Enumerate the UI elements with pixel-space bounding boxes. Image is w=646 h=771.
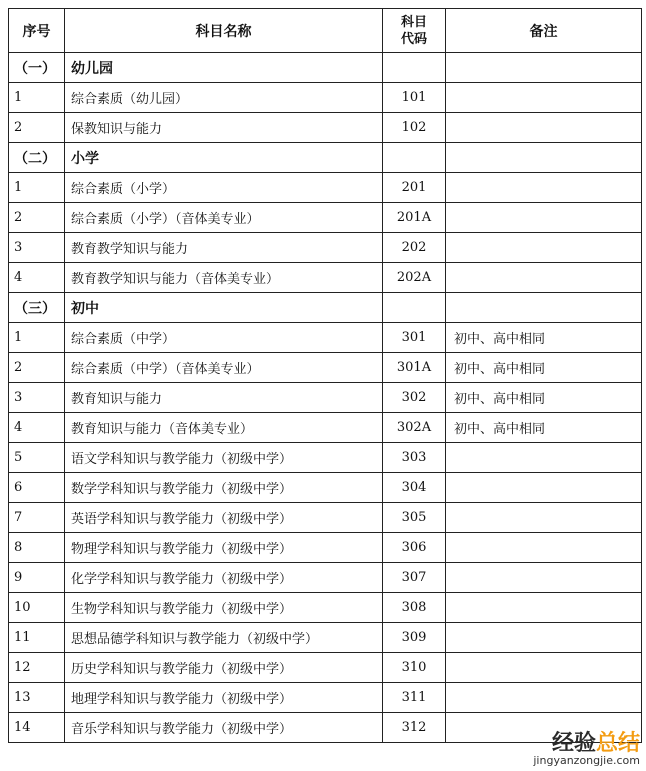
row-code: 202A bbox=[383, 263, 446, 293]
row-code: 102 bbox=[383, 113, 446, 143]
row-name: 教育知识与能力 bbox=[65, 383, 383, 413]
section-row bbox=[9, 53, 642, 83]
row-code: 101 bbox=[383, 83, 446, 113]
row-index: 2 bbox=[9, 353, 65, 383]
row-code: 311 bbox=[383, 683, 446, 713]
row-index: 3 bbox=[9, 233, 65, 263]
row-index: 2 bbox=[9, 113, 65, 143]
row-index: （一） bbox=[9, 53, 65, 83]
row-name: 综合素质（小学） bbox=[65, 173, 383, 203]
row-note bbox=[446, 683, 642, 713]
row-name: 小学 bbox=[65, 143, 383, 173]
row-name: 地理学科知识与教学能力（初级中学） bbox=[65, 683, 383, 713]
row-name: 综合素质（中学）（音体美专业） bbox=[65, 353, 383, 383]
row-note bbox=[446, 203, 642, 233]
row-index: 4 bbox=[9, 263, 65, 293]
table-body bbox=[9, 53, 642, 743]
row-index: （三） bbox=[9, 293, 65, 323]
row-name: 教育教学知识与能力 bbox=[65, 233, 383, 263]
header-code-line1: 科目 bbox=[400, 14, 427, 30]
row-code: 301 bbox=[383, 323, 446, 353]
table-row bbox=[9, 83, 642, 113]
row-code: 302 bbox=[383, 383, 446, 413]
row-code bbox=[383, 143, 446, 173]
row-code: 308 bbox=[383, 593, 446, 623]
row-note bbox=[446, 443, 642, 473]
watermark-url: jingyanzongjie.com bbox=[533, 754, 640, 767]
table-row bbox=[9, 203, 642, 233]
row-index: 14 bbox=[9, 713, 65, 743]
table-row bbox=[9, 443, 642, 473]
table-row bbox=[9, 113, 642, 143]
row-name: 初中 bbox=[65, 293, 383, 323]
table-row bbox=[9, 233, 642, 263]
row-index: 1 bbox=[9, 173, 65, 203]
row-note: 初中、高中相同 bbox=[446, 383, 642, 413]
row-name: 思想品德学科知识与教学能力（初级中学） bbox=[65, 623, 383, 653]
header-code-line2: 代码 bbox=[400, 31, 427, 47]
row-note bbox=[446, 173, 642, 203]
table-row bbox=[9, 353, 642, 383]
row-code: 301A bbox=[383, 353, 446, 383]
row-name: 教育知识与能力（音体美专业） bbox=[65, 413, 383, 443]
row-name: 保教知识与能力 bbox=[65, 113, 383, 143]
row-code: 306 bbox=[383, 533, 446, 563]
row-name: 综合素质（幼儿园） bbox=[65, 83, 383, 113]
header-index: 序号 bbox=[9, 9, 65, 53]
watermark-part2: 总结 bbox=[595, 731, 640, 756]
row-name: 幼儿园 bbox=[65, 53, 383, 83]
row-note: 初中、高中相同 bbox=[446, 353, 642, 383]
table-row bbox=[9, 683, 642, 713]
row-code bbox=[383, 53, 446, 83]
watermark-logo bbox=[533, 733, 640, 755]
table-row bbox=[9, 503, 642, 533]
row-name: 语文学科知识与教学能力（初级中学） bbox=[65, 443, 383, 473]
header-code bbox=[383, 9, 446, 53]
row-index: 6 bbox=[9, 473, 65, 503]
table-row bbox=[9, 623, 642, 653]
watermark-part1: 经验 bbox=[551, 731, 596, 756]
row-note bbox=[446, 653, 642, 683]
row-index: 1 bbox=[9, 323, 65, 353]
row-index: 1 bbox=[9, 83, 65, 113]
row-note bbox=[446, 293, 642, 323]
row-note bbox=[446, 113, 642, 143]
row-note bbox=[446, 593, 642, 623]
row-code bbox=[383, 293, 446, 323]
row-index: 4 bbox=[9, 413, 65, 443]
row-name: 英语学科知识与教学能力（初级中学） bbox=[65, 503, 383, 533]
row-note: 初中、高中相同 bbox=[446, 413, 642, 443]
row-code: 305 bbox=[383, 503, 446, 533]
row-index: 2 bbox=[9, 203, 65, 233]
row-note bbox=[446, 473, 642, 503]
table-row bbox=[9, 413, 642, 443]
table-row bbox=[9, 383, 642, 413]
table-row bbox=[9, 563, 642, 593]
row-code: 310 bbox=[383, 653, 446, 683]
row-note bbox=[446, 143, 642, 173]
row-note bbox=[446, 233, 642, 263]
table-row bbox=[9, 173, 642, 203]
subjects-table-container bbox=[8, 8, 641, 743]
row-note bbox=[446, 83, 642, 113]
row-name: 历史学科知识与教学能力（初级中学） bbox=[65, 653, 383, 683]
row-name: 生物学科知识与教学能力（初级中学） bbox=[65, 593, 383, 623]
row-note bbox=[446, 503, 642, 533]
row-code: 312 bbox=[383, 713, 446, 743]
row-code: 303 bbox=[383, 443, 446, 473]
row-name: 综合素质（中学） bbox=[65, 323, 383, 353]
row-name: 数学学科知识与教学能力（初级中学） bbox=[65, 473, 383, 503]
row-index: 13 bbox=[9, 683, 65, 713]
section-row bbox=[9, 293, 642, 323]
table-row bbox=[9, 593, 642, 623]
section-row bbox=[9, 143, 642, 173]
row-note bbox=[446, 563, 642, 593]
row-name: 音乐学科知识与教学能力（初级中学） bbox=[65, 713, 383, 743]
header-note: 备注 bbox=[446, 9, 642, 53]
table-row bbox=[9, 533, 642, 563]
row-name: 综合素质（小学）（音体美专业） bbox=[65, 203, 383, 233]
table-row bbox=[9, 653, 642, 683]
row-note bbox=[446, 263, 642, 293]
row-code: 304 bbox=[383, 473, 446, 503]
row-index: 10 bbox=[9, 593, 65, 623]
header-name: 科目名称 bbox=[65, 9, 383, 53]
row-note bbox=[446, 533, 642, 563]
row-index: 11 bbox=[9, 623, 65, 653]
row-note bbox=[446, 623, 642, 653]
row-code: 309 bbox=[383, 623, 446, 653]
watermark bbox=[533, 733, 640, 767]
row-name: 教育教学知识与能力（音体美专业） bbox=[65, 263, 383, 293]
row-code: 302A bbox=[383, 413, 446, 443]
row-index: 12 bbox=[9, 653, 65, 683]
subjects-table bbox=[8, 8, 642, 743]
row-index: 9 bbox=[9, 563, 65, 593]
row-code: 202 bbox=[383, 233, 446, 263]
row-code: 307 bbox=[383, 563, 446, 593]
table-header-row bbox=[9, 9, 642, 53]
table-row bbox=[9, 323, 642, 353]
row-name: 物理学科知识与教学能力（初级中学） bbox=[65, 533, 383, 563]
row-index: 8 bbox=[9, 533, 65, 563]
row-index: 3 bbox=[9, 383, 65, 413]
row-note: 初中、高中相同 bbox=[446, 323, 642, 353]
table-row bbox=[9, 263, 642, 293]
row-index: 5 bbox=[9, 443, 65, 473]
table-row bbox=[9, 473, 642, 503]
row-code: 201 bbox=[383, 173, 446, 203]
row-note bbox=[446, 53, 642, 83]
row-index: 7 bbox=[9, 503, 65, 533]
row-code: 201A bbox=[383, 203, 446, 233]
row-name: 化学学科知识与教学能力（初级中学） bbox=[65, 563, 383, 593]
row-index: （二） bbox=[9, 143, 65, 173]
